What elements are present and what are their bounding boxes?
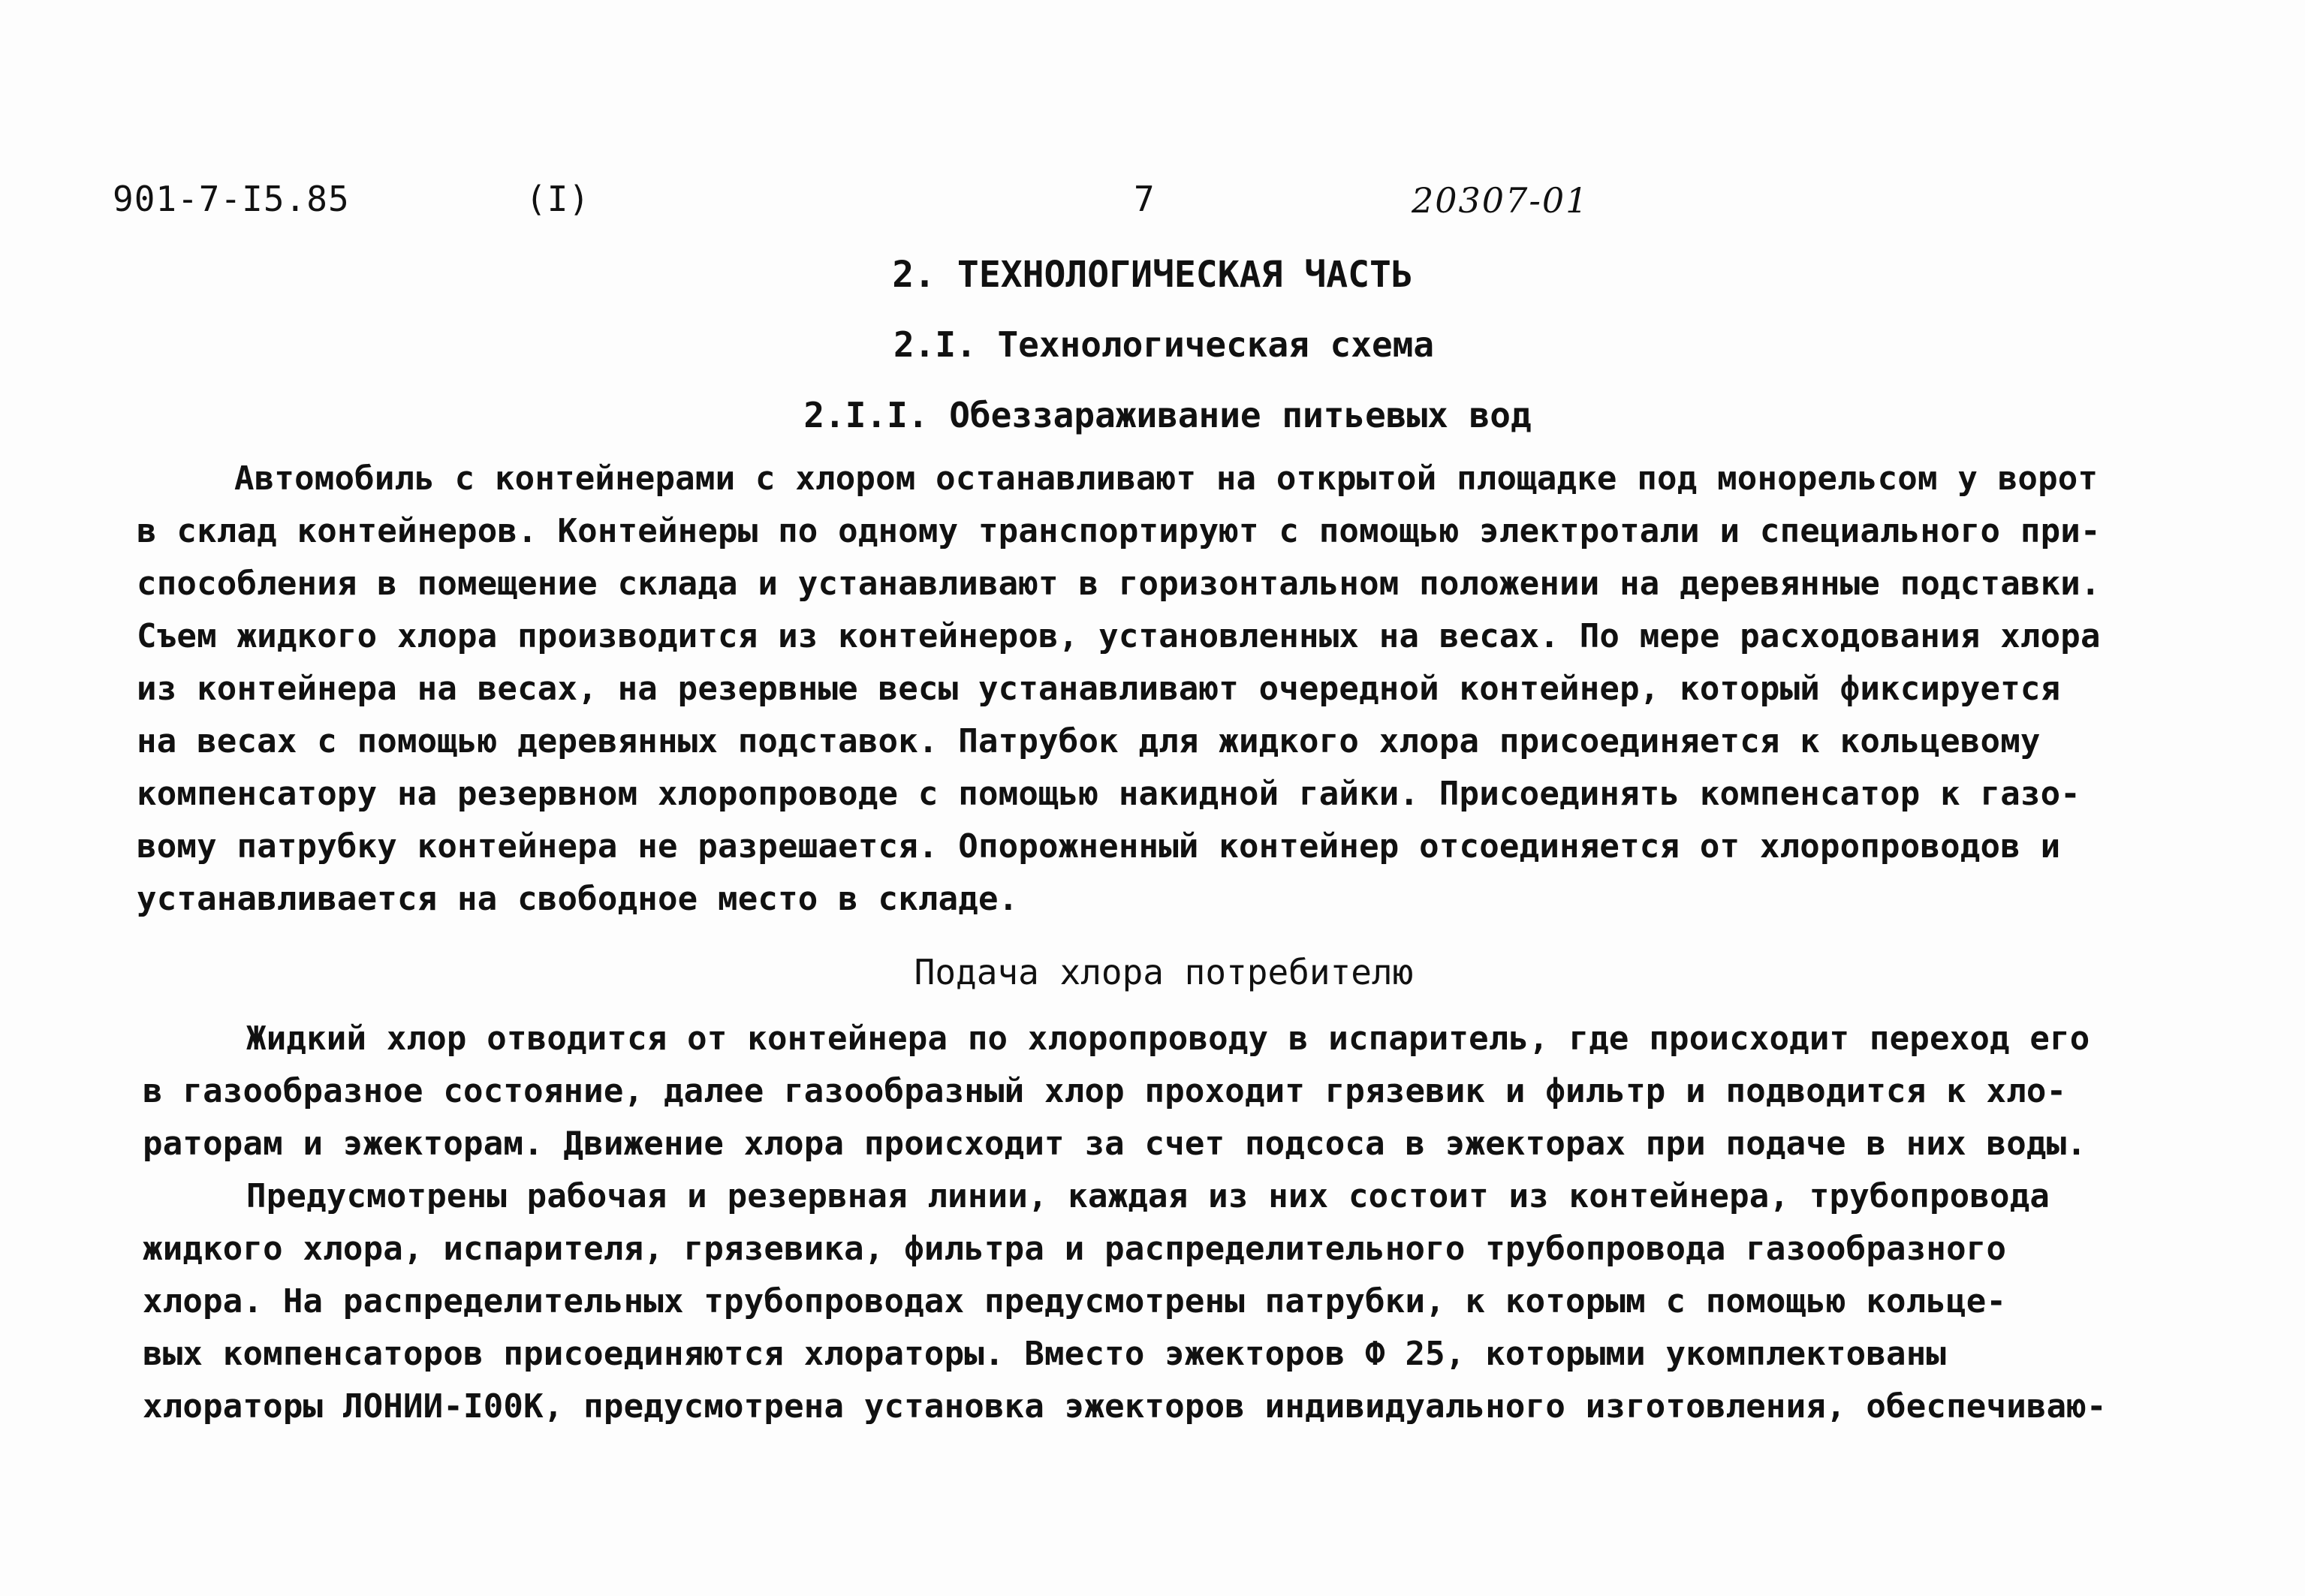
sheet-label: (I) — [526, 179, 591, 219]
paragraph3-line: Предусмотрены рабочая и резервная линии, каждая из них состоит из контейнера, трубопровода — [246, 1177, 2050, 1215]
paragraph1-line: на весах с помощью деревянных подставок. Патрубок для жидкого хлора присоединяется к кольцевому — [137, 722, 2041, 760]
paragraph1-line: устанавливается на свободное место в складе. — [137, 880, 1019, 918]
paragraph1-line: в склад контейнеров. Контейнеры по одному транспортируют с помощью электротали и специального при- — [137, 512, 2101, 550]
paragraph1-line: Съем жидкого хлора производится из контейнеров, установленных на весах. По мере расходования хлора — [137, 617, 2101, 655]
document-code: 901-7-I5.85 — [113, 179, 350, 219]
subsubsection-heading: 2.I.I. Обеззараживание питьевых вод — [803, 395, 1532, 435]
paragraph1-line: из контейнера на весах, на резервные весы устанавливают очередной контейнер, который фиксируется — [137, 670, 2061, 708]
page-number: 7 — [1134, 179, 1156, 219]
paragraph2-line: раторам и эжекторам. Движение хлора происходит за счет подсоса в эжекторах при подаче в них воды. — [143, 1125, 2087, 1163]
paragraph1-line: компенсатору на резервном хлоропроводе с помощью накидной гайки. Присоединять компенсатор к газо- — [137, 775, 2081, 813]
paragraph1-line: Автомобиль с контейнерами с хлором останавливают на открытой площадке под монорельсом у ворот — [234, 459, 2099, 498]
paragraph3-line: хлора. На распределительных трубопроводах предусмотрены патрубки, к которым с помощью кольце- — [143, 1282, 2007, 1320]
supply-heading: Подача хлора потребителю — [914, 952, 1414, 992]
paragraph3-line: вых компенсаторов присоединяются хлораторы. Вместо эжекторов Ф 25, которыми укомплектованы — [143, 1335, 1947, 1373]
paragraph2-line: в газообразное состояние, далее газообразный хлор проходит грязевик и фильтр и подводится к хло- — [143, 1072, 2067, 1110]
section-heading: 2. ТЕХНОЛОГИЧЕСКАЯ ЧАСТЬ — [892, 254, 1413, 296]
handwritten-stamp: 20307-01 — [1412, 180, 1589, 221]
paragraph2-line: Жидкий хлор отводится от контейнера по хлоропроводу в испаритель, где происходит переход его — [246, 1019, 2090, 1058]
subsection-heading: 2.I. Технологическая схема — [893, 324, 1435, 365]
paragraph3-line: хлораторы ЛОНИИ-I00К, предусмотрена установка эжекторов индивидуального изготовления, обеспечиваю- — [143, 1387, 2107, 1426]
paragraph1-line: способления в помещение склада и устанавливают в горизонтальном положении на деревянные подставки. — [137, 565, 2101, 603]
paragraph1-line: вому патрубку контейнера не разрешается. Опорожненный контейнер отсоединяется от хлоропроводов и — [137, 827, 2061, 866]
paragraph3-line: жидкого хлора, испарителя, грязевика, фильтра и распределительного трубопровода газообразного — [143, 1230, 2007, 1268]
